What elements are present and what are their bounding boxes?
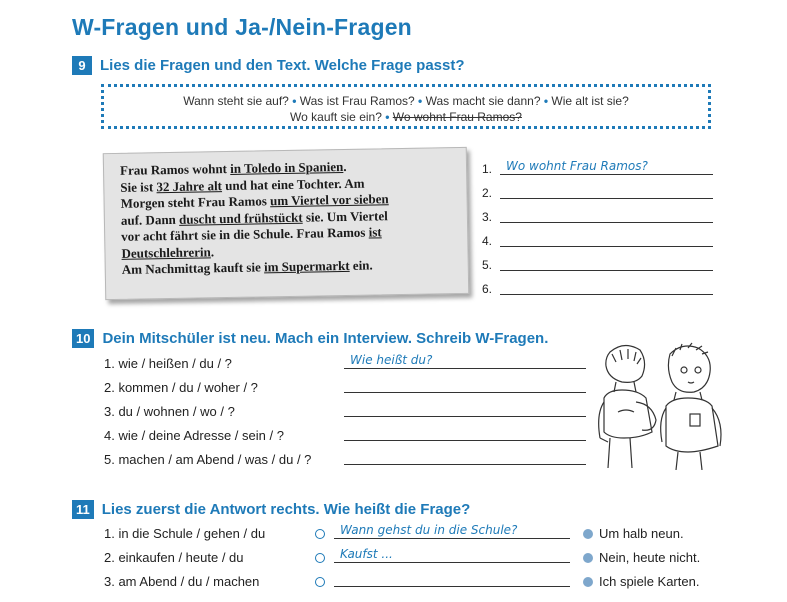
question-option: Wo kauft sie ein? [290,110,382,124]
underlined-phrase: duscht und frühstückt [178,209,303,227]
answer-line[interactable] [344,377,586,393]
reply-text: Um halb neun. [599,526,684,541]
answer-circle[interactable] [315,529,325,539]
underlined-phrase: in Toledo in Spanien [230,158,344,176]
underlined-phrase: Deutschlehrerin [121,243,211,261]
exercise-number: 9 [72,56,92,75]
exercise-9-header [72,56,465,75]
bullet: • [385,110,390,124]
prompt: 4. wie / deine Adresse / sein / ? [104,428,284,443]
text-segment: vor acht fährt sie in die Schule. Frau Ramos [121,224,369,244]
answer-line[interactable] [500,207,713,223]
prompt: 2. kommen / du / woher / ? [104,380,258,395]
exercise-title: Dein Mitschüler ist neu. Mach ein Interview. Schreib W-Fragen. [102,330,549,347]
answer-line[interactable] [344,449,586,465]
question-option: Wie alt ist sie? [551,94,629,108]
student-back-figure [599,345,656,468]
reply-dot [583,553,593,563]
reading-text [120,157,442,278]
question-option: Was macht sie dann? [425,94,541,108]
prompt: 2. einkaufen / heute / du [104,550,244,565]
answer-line[interactable] [500,255,713,271]
bullet: • [543,94,549,108]
prompt: 3. du / wohnen / wo / ? [104,404,235,419]
text-segment: sie. Um Viertel [302,207,388,225]
exercise-number: 10 [72,329,94,348]
answer-line[interactable] [500,279,713,295]
text-segment: Sie ist [120,178,157,195]
answer-number: 2. [482,186,493,200]
answer-line[interactable] [344,401,586,417]
question-option: Wann steht sie auf? [183,94,289,108]
reply-dot [583,529,593,539]
answer-number: 3. [482,210,493,224]
reply-text: Ich spiele Karten. [599,574,700,589]
question-option: Was ist Frau Ramos? [299,94,415,108]
text-segment: Am Nachmittag kauft sie [121,259,265,277]
answer-number: 5. [482,258,493,272]
bullet: • [418,94,423,108]
reading-text-card [103,147,470,300]
text-segment: und hat eine Tochter. Am [221,175,365,193]
underlined-phrase: 32 Jahre alt [156,177,223,194]
text-segment: ein. [349,257,373,273]
answer-line[interactable] [334,571,570,587]
answer-number: 4. [482,234,493,248]
prompt: 1. wie / heißen / du / ? [104,356,232,371]
answer-circle[interactable] [315,577,325,587]
text-segment: . [343,158,347,174]
question-option-used: Wo wohnt Frau Ramos? [392,110,522,124]
reply-dot [583,577,593,587]
prompt: 3. am Abend / du / machen [104,574,260,589]
underlined-phrase: ist [368,224,382,240]
answer-line[interactable] [500,183,713,199]
answer-line[interactable] [500,231,713,247]
answer-line[interactable]: Wann gehst du in die Schule? [334,523,570,539]
answer-line[interactable]: Kaufst ... [334,547,570,563]
bullet: • [292,94,297,108]
text-segment: Morgen steht Frau Ramos [120,193,271,211]
question-box [101,84,711,129]
reply-text: Nein, heute nicht. [599,550,701,565]
answer-line[interactable] [344,425,586,441]
prompt: 1. in die Schule / gehen / du [104,526,266,541]
underlined-phrase: im Supermarkt [263,257,350,275]
exercise-title: Lies zuerst die Antwort rechts. Wie heißt die Frage? [101,501,471,518]
students-illustration [596,342,732,470]
exercise-number: 11 [72,500,94,519]
student-front-figure [661,343,721,470]
text-segment: auf. Dann [120,211,180,228]
answer-number: 6. [482,282,493,296]
answer-line[interactable]: Wo wohnt Frau Ramos? [500,159,713,175]
prompt: 5. machen / am Abend / was / du / ? [104,452,312,467]
underlined-phrase: um Viertel vor sieben [269,191,389,209]
answer-number: 1. [482,162,493,176]
page-title: W-Fragen und Ja-/Nein-Fragen [72,14,412,40]
text-segment: Frau Ramos wohnt [119,160,231,178]
exercise-11-header [72,500,470,519]
exercise-10-header [72,329,548,348]
exercise-title: Lies die Fragen und den Text. Welche Frage passt? [100,57,465,74]
text-segment: . [210,243,215,259]
answer-line[interactable]: Wie heißt du? [344,353,586,369]
answer-circle[interactable] [315,553,325,563]
